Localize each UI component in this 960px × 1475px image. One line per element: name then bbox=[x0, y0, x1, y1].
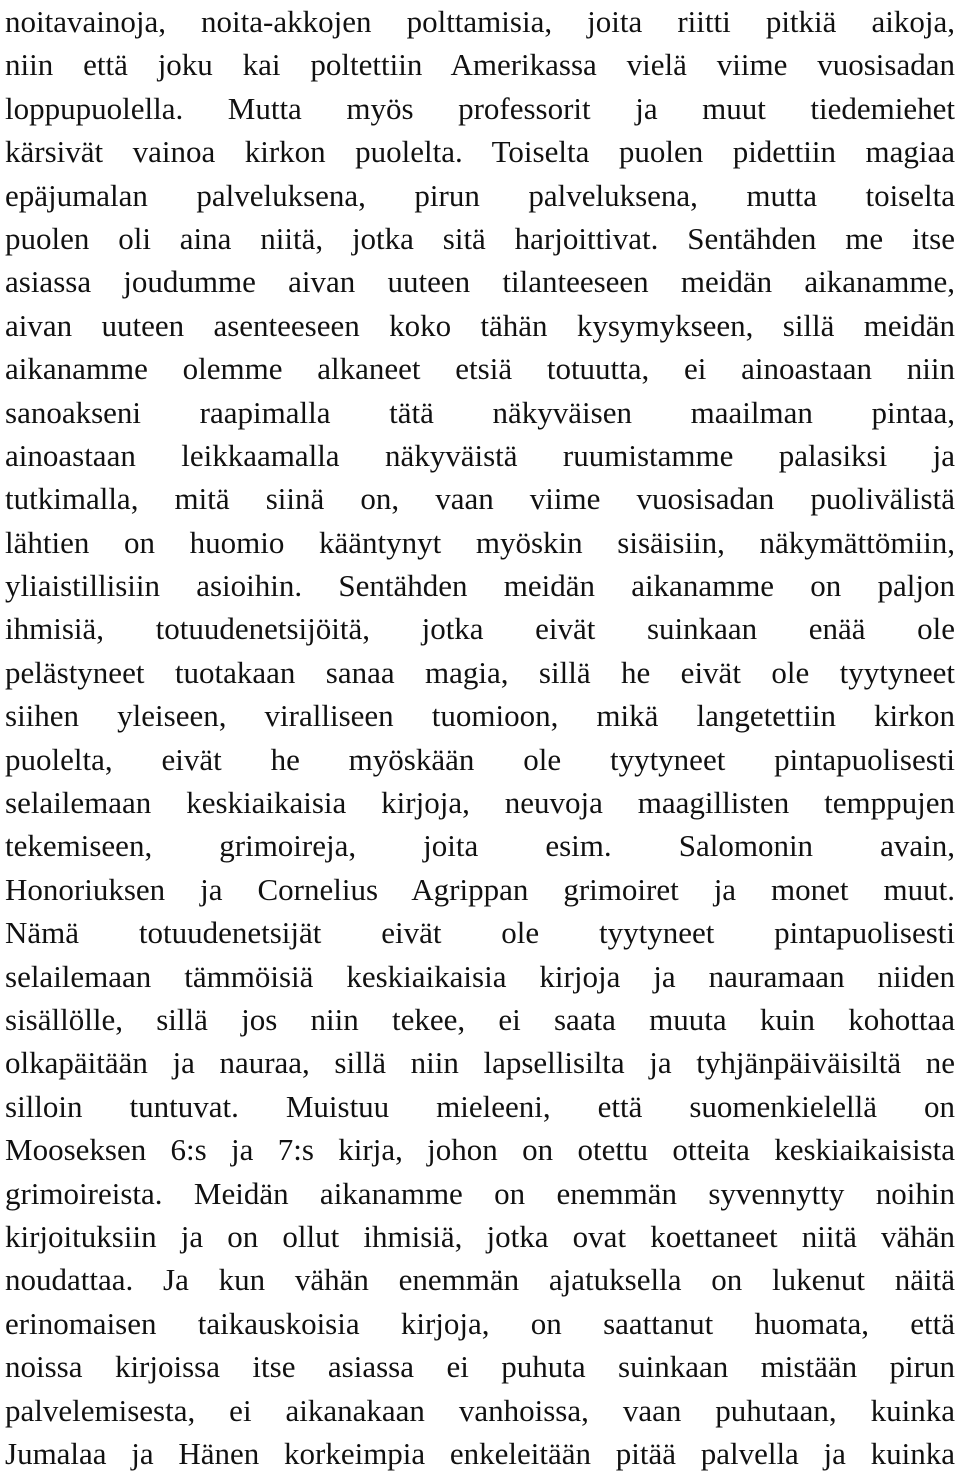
text-line: kirjoituksiin ja on ollut ihmisiä, jotka ovat koettaneet niitä vähän bbox=[5, 1218, 955, 1254]
text-line: selailemaan tämmöisiä keskiaikaisia kirjoja ja nauramaan niiden bbox=[5, 958, 955, 994]
text-line: kärsivät vainoa kirkon puolelta. Toiselta puolen pidettiin magiaa bbox=[5, 134, 955, 170]
text-line: siihen yleiseen, viralliseen tuomioon, mikä langetettiin kirkon bbox=[5, 698, 955, 734]
text-line: noudattaa. Ja kun vähän enemmän ajatuksella on lukenut näitä bbox=[5, 1262, 955, 1298]
text-line: pelästyneet tuotakaan sanaa magia, sillä he eivät ole tyytyneet bbox=[5, 654, 955, 690]
text-line: erinomaisen taikauskoisia kirjoja, on saattanut huomata, että bbox=[5, 1305, 955, 1341]
text-line: puolelta, eivät he myöskään ole tyytyneet pintapuolisesti bbox=[5, 741, 955, 777]
text-line: loppupuolella. Mutta myös professorit ja muut tiedemiehet bbox=[5, 90, 955, 126]
text-line: silloin tuntuvat. Muistuu mieleeni, että suomenkielellä on bbox=[5, 1088, 955, 1124]
text-line: tekemiseen, grimoireja, joita esim. Salomonin avain, bbox=[5, 828, 955, 864]
text-line: selailemaan keskiaikaisia kirjoja, neuvoja maagillisten temppujen bbox=[5, 785, 955, 821]
document-page bbox=[5, 0, 955, 1475]
text-line: Honoriuksen ja Cornelius Agrippan grimoiret ja monet muut. bbox=[5, 871, 955, 907]
text-line: niin että joku kai poltettiin Amerikassa vielä viime vuosisadan bbox=[5, 47, 955, 83]
text-line: noitavainoja, noita-akkojen polttamisia, joita riitti pitkiä aikoja, bbox=[5, 4, 955, 39]
text-line: sisällölle, sillä jos niin tekee, ei saata muuta kuin kohottaa bbox=[5, 1001, 955, 1037]
text-line: Nämä totuudenetsijät eivät ole tyytyneet pintapuolisesti bbox=[5, 915, 955, 951]
text-line: ainoastaan leikkaamalla näkyväistä ruumistamme palasiksi ja bbox=[5, 437, 955, 473]
text-line: asiassa joudumme aivan uuteen tilanteeseen meidän aikanamme, bbox=[5, 264, 955, 300]
text-line: Mooseksen 6:s ja 7:s kirja, johon on otettu otteita keskiaikaisista bbox=[5, 1132, 955, 1168]
text-line: grimoireista. Meidän aikanamme on enemmän syvennytty noihin bbox=[5, 1175, 955, 1211]
text-line: olkapäitään ja nauraa, sillä niin lapsellisilta ja tyhjänpäiväisiltä ne bbox=[5, 1045, 955, 1081]
text-line: ihmisiä, totuudenetsijöitä, jotka eivät suinkaan enää ole bbox=[5, 611, 955, 647]
text-line: puolen oli aina niitä, jotka sitä harjoittivat. Sentähden me itse bbox=[5, 220, 955, 256]
text-line: tutkimalla, mitä siinä on, vaan viime vuosisadan puolivälistä bbox=[5, 481, 955, 517]
text-line: yliaistillisiin asioihin. Sentähden meidän aikanamme on paljon bbox=[5, 568, 955, 604]
text-line: lähtien on huomio kääntynyt myöskin sisäisiin, näkymättömiin, bbox=[5, 524, 955, 560]
text-line: palvelemisesta, ei aikanakaan vanhoissa, vaan puhutaan, kuinka bbox=[5, 1392, 955, 1428]
text-line: sanoakseni raapimalla tätä näkyväisen maailman pintaa, bbox=[5, 394, 955, 430]
text-line: aivan uuteen asenteeseen koko tähän kysymykseen, sillä meidän bbox=[5, 307, 955, 343]
text-line: noissa kirjoissa itse asiassa ei puhuta suinkaan mistään pirun bbox=[5, 1349, 955, 1385]
text-line: epäjumalan palveluksena, pirun palveluksena, mutta toiselta bbox=[5, 177, 955, 213]
text-line: Jumalaa ja Hänen korkeimpia enkeleitään pitää palvella ja kuinka bbox=[5, 1435, 955, 1471]
text-line: aikanamme olemme alkaneet etsiä totuutta, ei ainoastaan niin bbox=[5, 351, 955, 387]
